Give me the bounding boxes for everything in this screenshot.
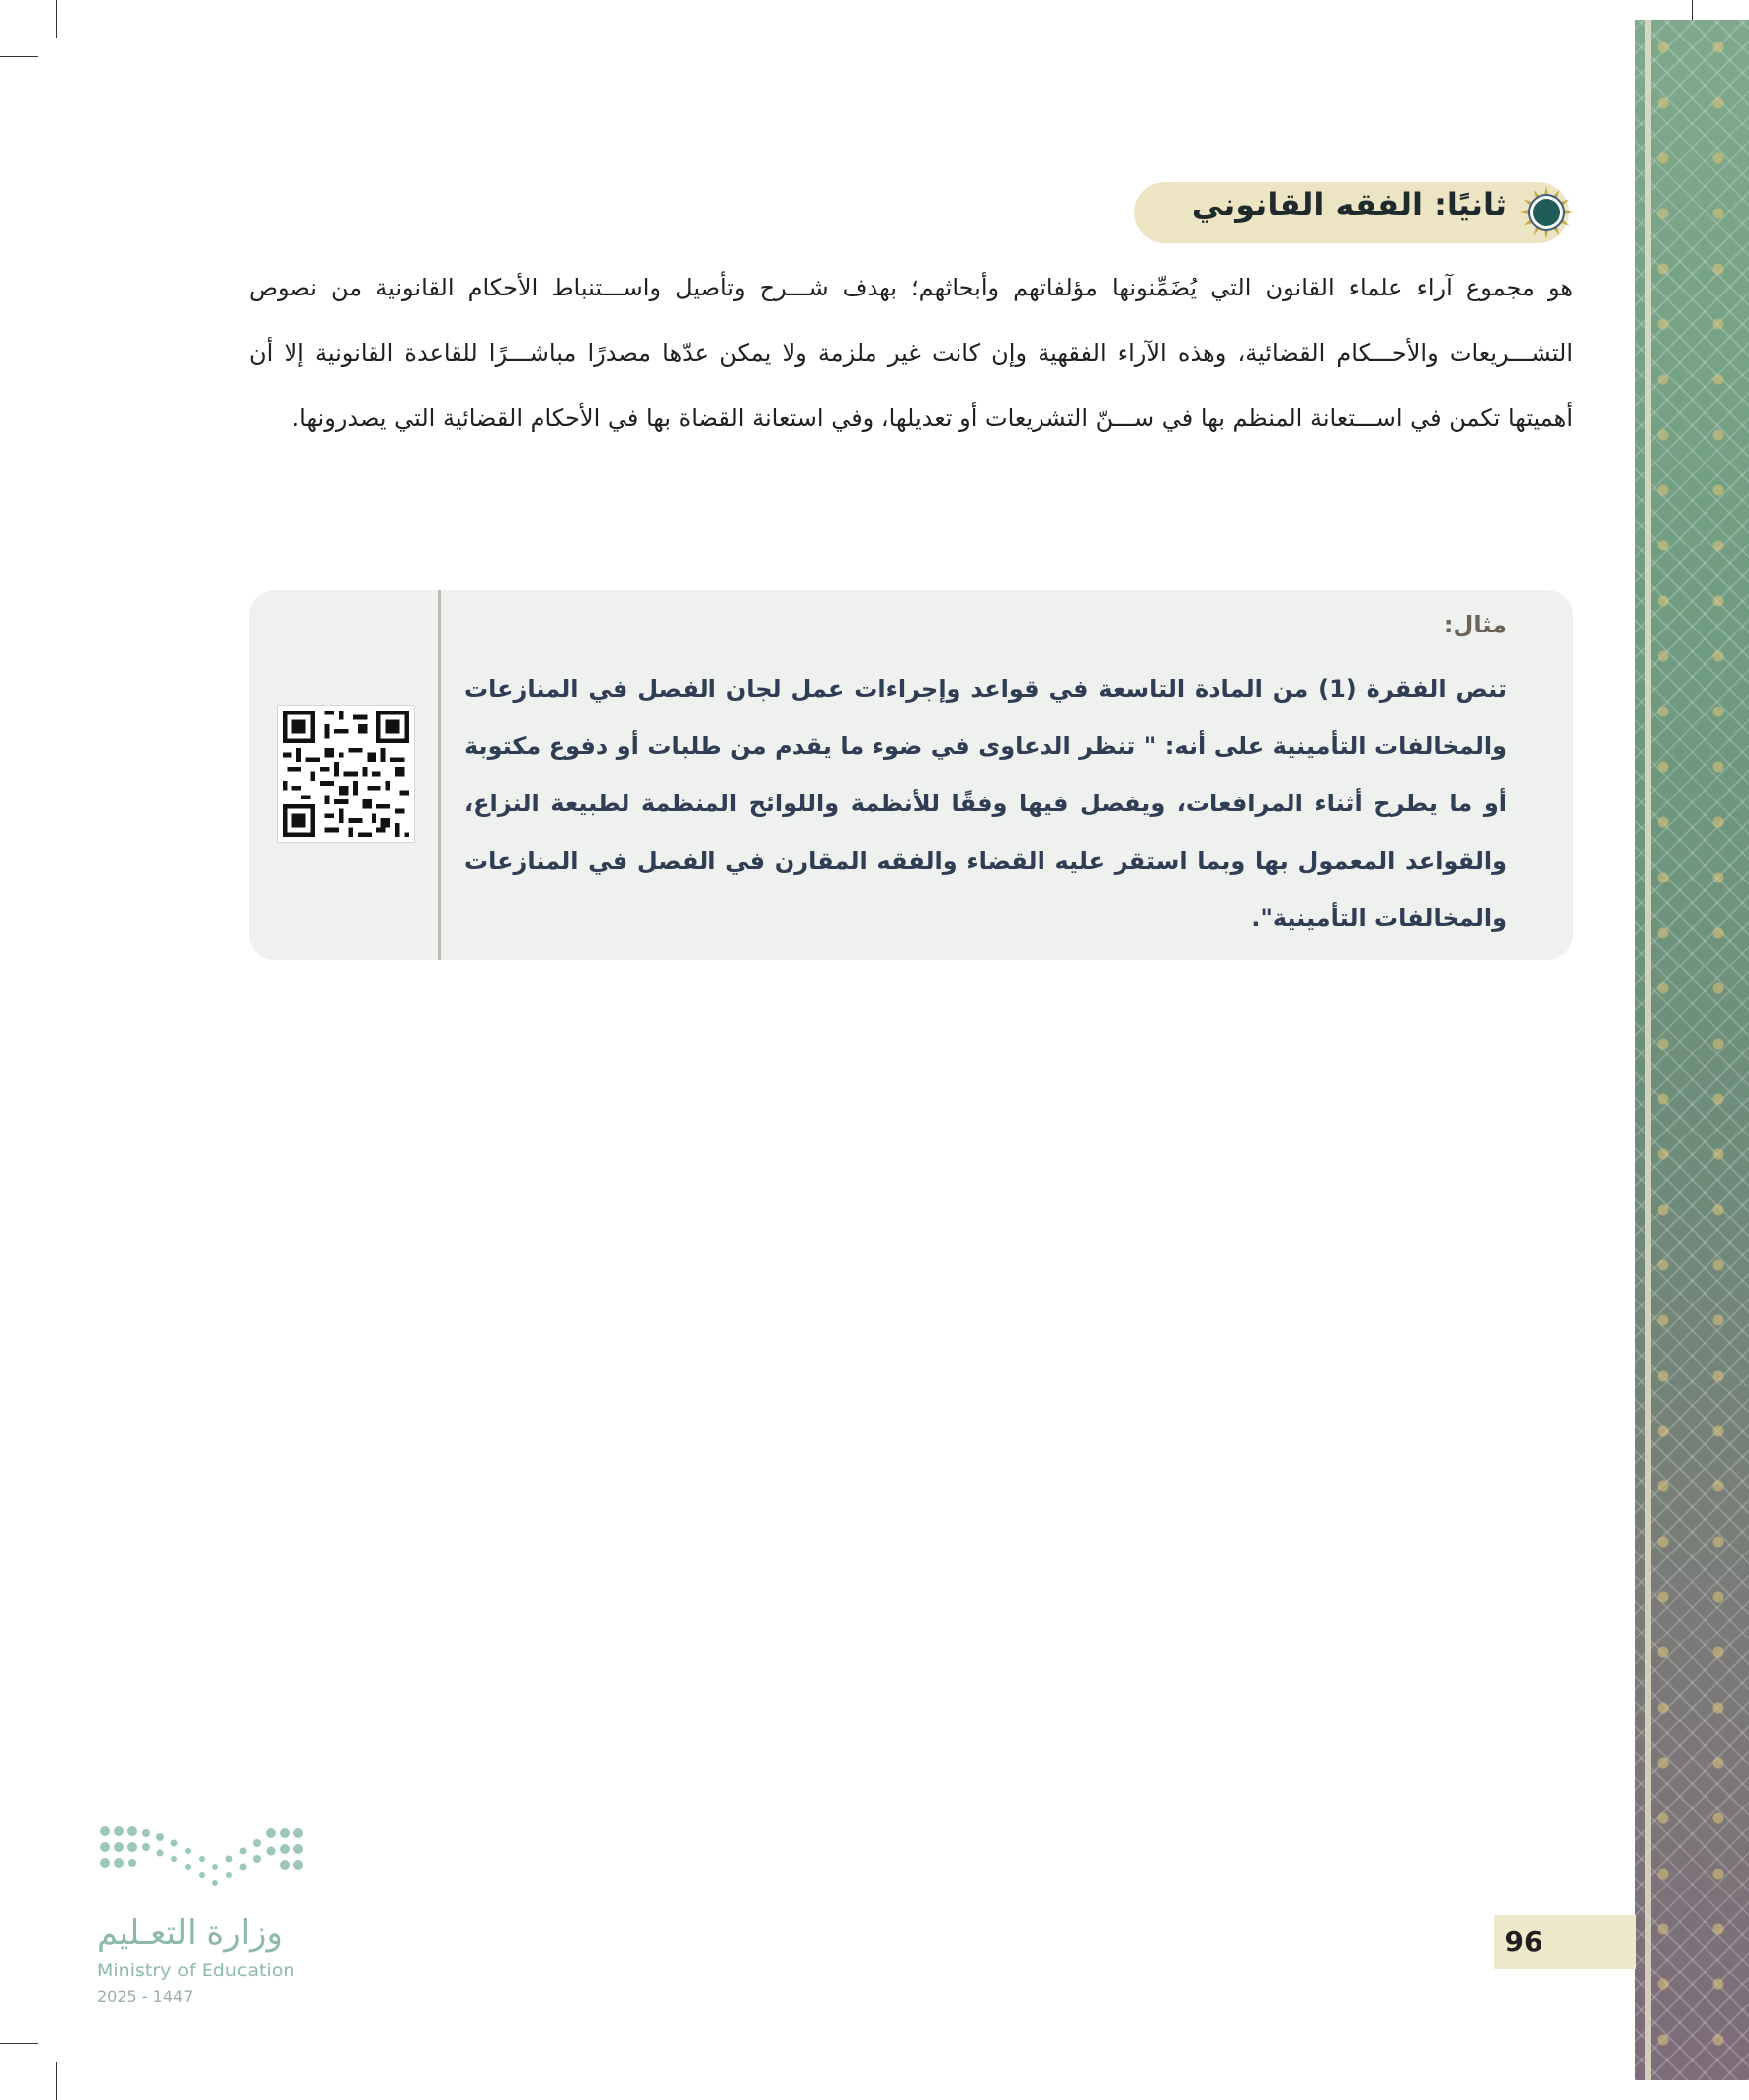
ministry-logo-icon <box>95 1823 312 1892</box>
edition-year: 2025 - 1447 <box>97 1987 194 2006</box>
section-heading: ثانيًا: الفقه القانوني <box>1191 186 1507 223</box>
ministry-name-arabic: وزارة التعـليم <box>97 1913 283 1953</box>
example-text: تنص الفقرة (1) من المادة التاسعة في قواعد وإجراءات عمل لجان الفصل في المنازعات والمخالفات التأمينية على أنه: " تنظر الدعاوى في ضوء ما يقدم من طلبات أو دفوع مكتوبة أو ما يطرح أثناء المرافعات، ويفصل فيها وفقًا للأنظمة واللوائح المنظمة لطبيعة النزاع، والقواعد المعمول بها وبما استقر عليه القضاء والفقه المقارن في الفصل في المنازعات والمخالفات التأمينية". <box>464 675 1507 932</box>
body-paragraph: هو مجموع آراء علماء القانون التي يُضَمِّنونها مؤلفاتهم وأبحاثهم؛ بهدف شـــرح وتأصيل واســـتنباط الأحكام القانونية من نصوص التشـــريعات والأحـــكام القضائية، وهذه الآراء الفقهية وإن كانت غير ملزمة ولا يمكن عدّها مصدرًا مباشـــرًا للقاعدة القانونية إلا أن أهميتها تكمن في اســـتعانة المنظم بها في ســـنّ التشريعات أو تعديلها، وفي استعانة القضاة بها في الأحكام القضائية التي يصدرونها. <box>249 274 1573 432</box>
crop-mark <box>0 56 38 57</box>
ministry-name-english: Ministry of Education <box>97 1960 295 1981</box>
page-number: 96 <box>1504 1925 1543 1958</box>
decorative-border-edge <box>1645 20 1651 2080</box>
example-divider <box>438 590 441 960</box>
example-title: مثال: <box>1443 611 1507 638</box>
star-rosette-icon <box>1518 184 1575 241</box>
decorative-border <box>1635 20 1749 2080</box>
qr-code[interactable] <box>277 705 415 843</box>
crop-mark <box>0 2043 38 2044</box>
crop-mark <box>56 2062 57 2100</box>
crop-mark <box>56 0 57 38</box>
